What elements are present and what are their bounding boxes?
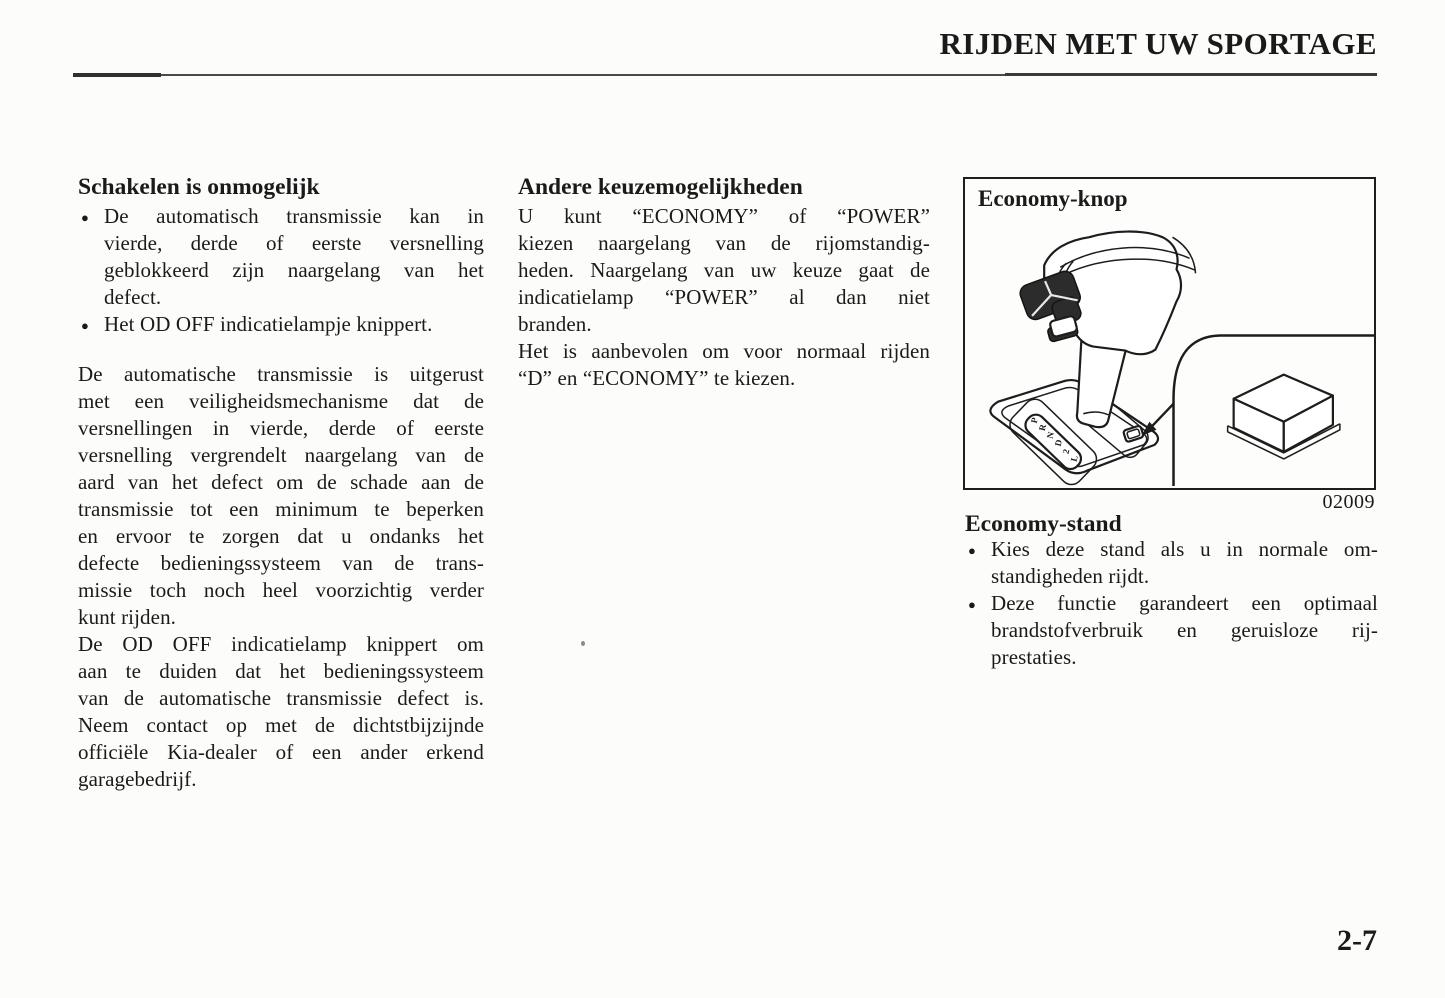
text-line: heden. Naargelang van uw keuze gaat de — [518, 258, 930, 282]
middle-column-heading: Andere keuzemogelijkheden — [518, 174, 803, 200]
text-line: defect. — [104, 285, 162, 309]
text-line: aard van het defect om de schade aan de — [78, 470, 484, 494]
text-line: prestaties. — [991, 645, 1077, 669]
bullet-item — [78, 311, 484, 338]
text-line: kunt rijden. — [78, 605, 177, 629]
page-number: 2-7 — [1337, 924, 1377, 957]
text-line: geblokkeerd zijn naargelang van het — [104, 258, 484, 282]
text-line: transmissie tot een minimum te beperken — [78, 497, 484, 521]
text-line: Het OD OFF indicatielampje knippert. — [104, 312, 433, 336]
bullet-item — [78, 203, 484, 311]
left-column-bullet-list — [78, 203, 484, 338]
gate-letter: 2 — [1060, 448, 1072, 455]
bullet-text — [991, 590, 1378, 671]
figure-label: Economy-knop — [978, 186, 1128, 211]
gate-letter: R — [1036, 423, 1049, 432]
text-line: De OD OFF indicatielamp knippert om — [78, 632, 484, 656]
economy-button-large — [1228, 375, 1340, 459]
bullet-marker — [965, 536, 991, 563]
text-line: missie toch noch heel voorzichtig verder — [78, 578, 484, 602]
text-line: Deze functie garandeert een optimaal — [991, 591, 1378, 615]
gate-letter: L — [1068, 454, 1080, 463]
figure-panel — [963, 177, 1376, 490]
text-line: Neem contact op met de dichtstbijzijnde — [78, 713, 484, 737]
gate-letter: N — [1044, 430, 1057, 440]
paragraph — [518, 203, 930, 338]
bullet-text — [104, 311, 484, 338]
text-line: De automatische transmissie is uitgerust — [78, 362, 484, 386]
text-line: defecte bedieningssysteem van de trans- — [78, 551, 484, 575]
text-line: garagebedrijf. — [78, 767, 197, 791]
text-line: met een veiligheidsmechanisme dat de — [78, 389, 484, 413]
callout-arrow — [1141, 404, 1173, 436]
bullet-text — [991, 536, 1378, 590]
header-rule-segment — [73, 73, 161, 77]
text-line: U kunt “ECONOMY” of “POWER” — [518, 204, 930, 228]
left-column-heading: Schakelen is onmogelijk — [78, 174, 320, 200]
text-line: brandstofverbruik en geruisloze rij- — [991, 618, 1378, 642]
left-column-body — [78, 361, 484, 793]
bullet-item — [965, 590, 1378, 671]
right-column-bullet-list — [965, 536, 1378, 671]
text-line: Het is aanbevolen om voor normaal rijden — [518, 339, 930, 363]
text-line: indicatielamp “POWER” al dan niet — [518, 285, 930, 309]
text-line: en ervoor te zorgen dat u ondanks het — [78, 524, 484, 548]
middle-column-body — [518, 203, 930, 392]
bullet-item — [965, 536, 1378, 590]
text-line: standigheden rijdt. — [991, 564, 1150, 588]
paragraph — [78, 631, 484, 793]
text-line: officiële Kia-dealer of een ander erkend — [78, 740, 484, 764]
bullet-marker — [78, 203, 104, 230]
text-line: van de automatische transmissie defect is. — [78, 686, 484, 710]
text-line: branden. — [518, 312, 592, 336]
scan-artifact-dot — [581, 641, 585, 646]
text-line: vierde, derde of eerste versnelling — [104, 231, 484, 255]
text-line: versnelling vergrendelt naargelang van de — [78, 443, 484, 467]
bullet-marker — [965, 590, 991, 617]
page-title: RIJDEN MET UW SPORTAGE — [939, 26, 1377, 61]
text-line: aan te duiden dat het bedieningssysteem — [78, 659, 484, 683]
gear-shifter-illustration — [965, 179, 1374, 488]
gear-knob — [1018, 232, 1196, 355]
paragraph — [518, 338, 930, 392]
gate-letter: D — [1052, 438, 1064, 448]
right-column-heading: Economy-stand — [965, 511, 1122, 537]
text-line: versnellingen in vierde, derde of eerste — [78, 416, 484, 440]
gate-letter: P — [1028, 416, 1040, 425]
figure-caption: 02009 — [1322, 491, 1375, 513]
paragraph — [78, 361, 484, 631]
text-line: Kies deze stand als u in normale om- — [991, 537, 1378, 561]
header-rule-segment — [1005, 73, 1377, 76]
text-line: De automatisch transmissie kan in — [104, 204, 484, 228]
bullet-marker — [78, 311, 104, 338]
text-line: “D” en “ECONOMY” te kiezen. — [518, 366, 796, 390]
text-line: kiezen naargelang van de rijomstandig- — [518, 231, 930, 255]
bullet-text — [104, 203, 484, 311]
knob-release-button — [1045, 315, 1078, 342]
